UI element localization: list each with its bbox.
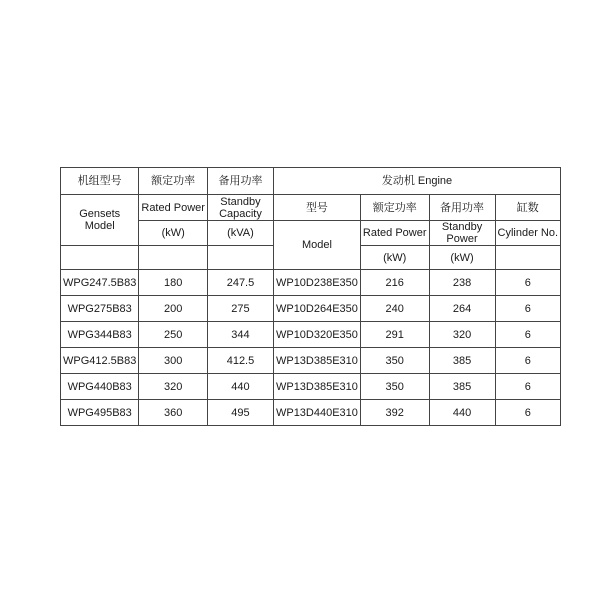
header-standby-unit: (kVA) — [207, 221, 273, 246]
cell-engine-model: WP13D440E310 — [273, 400, 360, 426]
header-standby-cn: 备用功率 — [207, 168, 273, 195]
cell-engine-standby-power: 320 — [429, 322, 495, 348]
cell-rated-power: 180 — [139, 270, 208, 296]
header-standby-en — [207, 195, 273, 221]
header-empty-cell — [61, 246, 139, 270]
cell-genset-model: WPG275B83 — [61, 296, 139, 322]
header-model-en-line2: Model — [84, 220, 115, 232]
cell-engine-model: WP13D385E310 — [273, 374, 360, 400]
cell-engine-standby-power: 385 — [429, 348, 495, 374]
cell-engine-standby-power: 264 — [429, 296, 495, 322]
cell-standby-capacity: 275 — [207, 296, 273, 322]
cell-engine-standby-power: 440 — [429, 400, 495, 426]
cell-engine-model: WP10D264E350 — [273, 296, 360, 322]
cell-rated-power: 250 — [139, 322, 208, 348]
cell-engine-rated-power: 291 — [360, 322, 429, 348]
table-row — [61, 374, 561, 400]
table-row — [61, 270, 561, 296]
header-rated-en: Rated Power — [139, 195, 208, 221]
header-cylinder-cn: 缸数 — [495, 195, 561, 221]
header-empty-cell — [139, 246, 208, 270]
header-model-cn: 机组型号 — [61, 168, 139, 195]
cell-genset-model: WPG247.5B83 — [61, 270, 139, 296]
cell-genset-model: WPG495B83 — [61, 400, 139, 426]
cell-cylinder-count: 6 — [495, 296, 561, 322]
header-engine-standby-en — [429, 221, 495, 246]
cell-standby-capacity: 495 — [207, 400, 273, 426]
table-row — [61, 400, 561, 426]
cell-cylinder-count: 6 — [495, 270, 561, 296]
header-cylinder-en: Cylinder No. — [495, 221, 561, 246]
header-model-en — [61, 195, 139, 246]
cell-cylinder-count: 6 — [495, 400, 561, 426]
header-row-1 — [61, 168, 561, 195]
header-engine-model-en: Model — [273, 221, 360, 270]
header-standby-en-line2: Capacity — [219, 207, 262, 220]
cell-engine-rated-power: 216 — [360, 270, 429, 296]
cell-rated-power: 300 — [139, 348, 208, 374]
cell-engine-model: WP13D385E310 — [273, 348, 360, 374]
cell-engine-model: WP10D238E350 — [273, 270, 360, 296]
cell-engine-rated-power: 392 — [360, 400, 429, 426]
header-rated-cn: 额定功率 — [139, 168, 208, 195]
cell-standby-capacity: 247.5 — [207, 270, 273, 296]
cell-engine-rated-power: 350 — [360, 348, 429, 374]
cell-genset-model: WPG344B83 — [61, 322, 139, 348]
cell-engine-standby-power: 385 — [429, 374, 495, 400]
header-row-2 — [61, 195, 561, 221]
cell-genset-model: WPG412.5B83 — [61, 348, 139, 374]
header-engine-group: 发动机 Engine — [273, 168, 560, 195]
cell-engine-rated-power: 240 — [360, 296, 429, 322]
genset-spec-table — [60, 167, 561, 426]
cell-standby-capacity: 440 — [207, 374, 273, 400]
cell-engine-model: WP10D320E350 — [273, 322, 360, 348]
cell-rated-power: 200 — [139, 296, 208, 322]
header-engine-standby-unit: (kW) — [429, 246, 495, 270]
cell-standby-capacity: 344 — [207, 322, 273, 348]
cell-cylinder-count: 6 — [495, 374, 561, 400]
header-engine-rated-cn: 额定功率 — [360, 195, 429, 221]
header-engine-standby-en-line2: Power — [446, 233, 478, 245]
header-engine-rated-en: Rated Power — [360, 221, 429, 246]
cell-cylinder-count: 6 — [495, 322, 561, 348]
table-row — [61, 322, 561, 348]
table-row — [61, 296, 561, 322]
header-empty-cell — [495, 246, 561, 270]
cell-rated-power: 360 — [139, 400, 208, 426]
cell-genset-model: WPG440B83 — [61, 374, 139, 400]
cell-engine-rated-power: 350 — [360, 374, 429, 400]
cell-cylinder-count: 6 — [495, 348, 561, 374]
table-row — [61, 348, 561, 374]
header-empty-cell — [207, 246, 273, 270]
header-engine-standby-en-line1: Standby — [441, 221, 483, 233]
header-engine-rated-unit: (kW) — [360, 246, 429, 270]
cell-engine-standby-power: 238 — [429, 270, 495, 296]
cell-rated-power: 320 — [139, 374, 208, 400]
header-standby-en-line1: Standby — [220, 195, 261, 208]
header-engine-standby-cn: 备用功率 — [429, 195, 495, 221]
header-model-en-line1: Gensets — [79, 208, 121, 220]
cell-standby-capacity: 412.5 — [207, 348, 273, 374]
header-engine-model-cn: 型号 — [273, 195, 360, 221]
header-rated-unit: (kW) — [139, 221, 208, 246]
